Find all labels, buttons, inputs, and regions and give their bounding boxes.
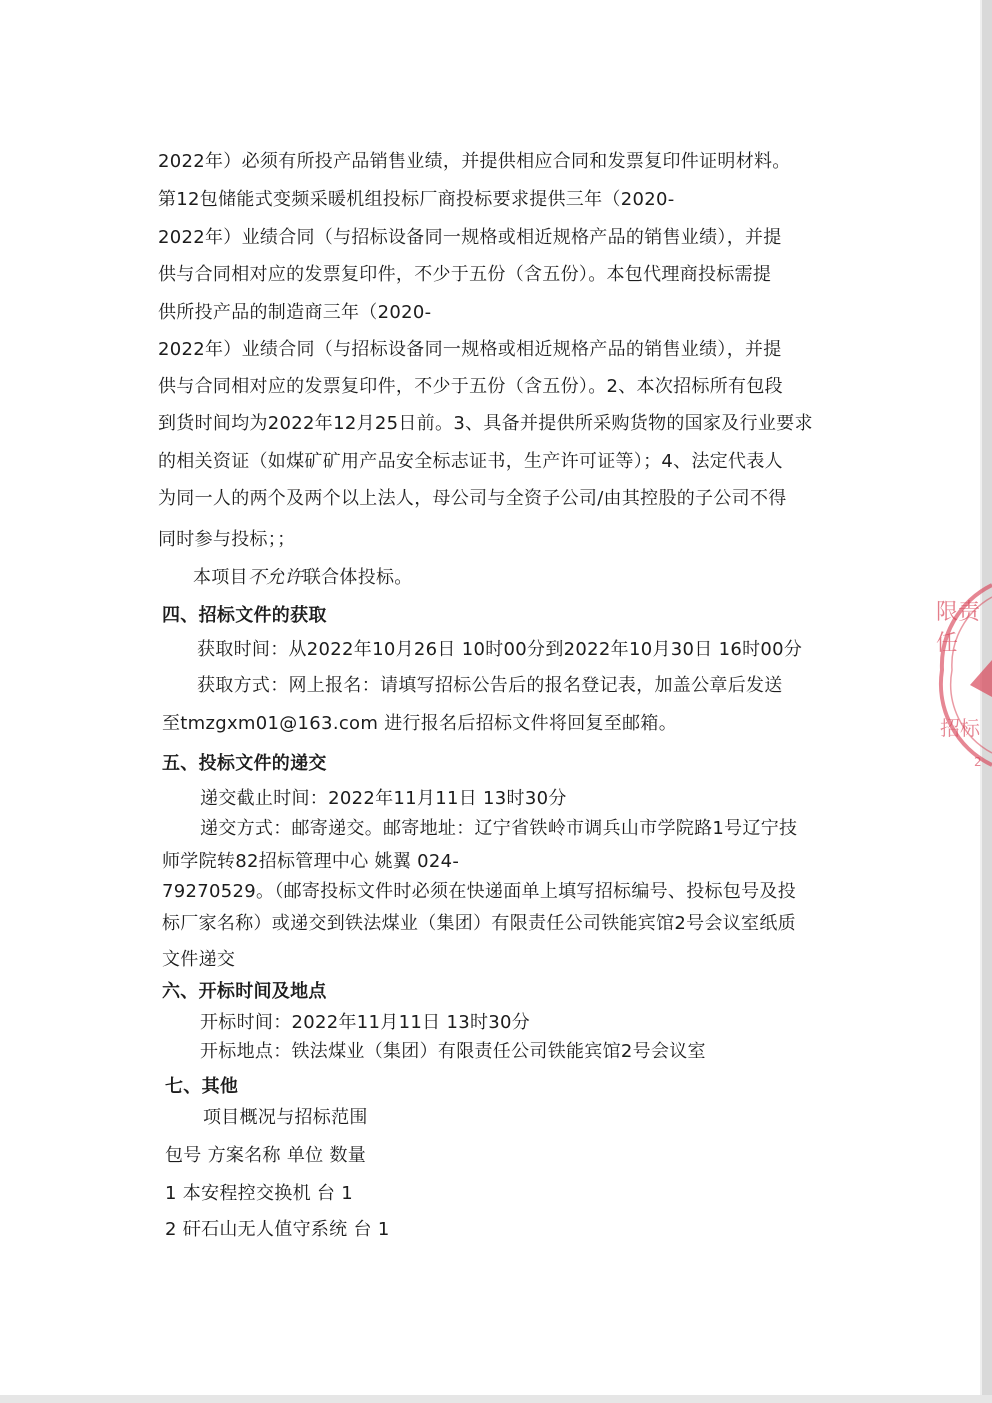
seal-text-3: 2: [974, 755, 982, 769]
text-line-5: 供所投产品的制造商三年（2020-: [158, 302, 432, 323]
section4-time: 获取时间：从2022年10月26日 10时00分到2022年10月30日 16时00分: [197, 639, 803, 660]
text-line-6: 2022年）业绩合同（与招标设备同一规格或相近规格产品的销售业绩），并提: [158, 339, 782, 360]
text-line-8: 到货时间均为2022年12月25日前。3、具备并提供所采购货物的国家及行业要求: [158, 413, 813, 434]
section5-deadline: 递交截止时间：2022年11月11日 13时30分: [200, 788, 567, 809]
section5-method-5: 文件递交: [162, 949, 236, 970]
table-row: 2 矸石山无人值守系统 台 1: [165, 1219, 390, 1240]
section4-heading: 四、招标文件的获取: [162, 605, 327, 626]
consortium-line: [193, 566, 413, 590]
section5-heading: 五、投标文件的递交: [162, 753, 327, 774]
section7-overview: 项目概况与招标范围: [203, 1107, 368, 1128]
text-line-4: 供与合同相对应的发票复印件，不少于五份（含五份）。本包代理商投标需提: [158, 264, 772, 285]
text-line-2: 第12包储能式变频采暖机组投标厂商投标要求提供三年（2020-: [158, 189, 675, 210]
text-line-9: 的相关资证（如煤矿矿用产品安全标志证书，生产许可证等）；4、法定代表人: [158, 451, 783, 472]
section5-method: 递交方式：邮寄递交。邮寄地址：辽宁省铁岭市调兵山市学院路1号辽宁技: [200, 818, 798, 839]
consortium-prefix: 本项目: [193, 567, 248, 588]
consortium-italic: 不允许: [247, 567, 303, 588]
table-row: 1 本安程控交换机 台 1: [165, 1183, 353, 1204]
section5-method-2: 师学院转82招标管理中心 姚翼 024-: [162, 851, 460, 872]
scan-bottom-edge: [0, 1395, 992, 1403]
text-line-7: 供与合同相对应的发票复印件，不少于五份（含五份）。2、本次招标所有包段: [158, 376, 783, 397]
section5-method-4: 标厂家名称）或递交到铁法煤业（集团）有限责任公司铁能宾馆2号会议室纸质: [162, 913, 796, 934]
seal-text: 限责任: [936, 600, 981, 656]
section7-heading: 七、其他: [165, 1076, 239, 1097]
table-header: 包号 方案名称 单位 数量: [165, 1145, 367, 1166]
section4-method-2: 至tmzgxm01@163.com 进行报名后招标文件将回复至邮箱。: [162, 713, 677, 734]
section6-heading: 六、开标时间及地点: [162, 981, 327, 1002]
section6-place: 开标地点：铁法煤业（集团）有限责任公司铁能宾馆2号会议室: [200, 1041, 706, 1062]
text-line-1: 2022年）必须有所投产品销售业绩，并提供相应合同和发票复印件证明材料。: [158, 151, 791, 172]
section5-method-3: 79270529。（邮寄投标文件时必须在快递面单上填写招标编号、投标包号及投: [162, 881, 797, 902]
seal-text-2: 招标: [940, 716, 980, 740]
text-line-10: 为同一人的两个及两个以上法人，母公司与全资子公司/由其控股的子公司不得: [158, 488, 787, 509]
consortium-suffix: 联合体投标。: [302, 567, 413, 588]
section4-method: 获取方式：网上报名：请填写招标公告后的报名登记表，加盖公章后发送: [197, 675, 783, 696]
text-line-11: 同时参与投标；；: [158, 529, 296, 550]
section6-time: 开标时间：2022年11月11日 13时30分: [200, 1012, 531, 1033]
text-line-3: 2022年）业绩合同（与招标设备同一规格或相近规格产品的销售业绩），并提: [158, 227, 782, 248]
